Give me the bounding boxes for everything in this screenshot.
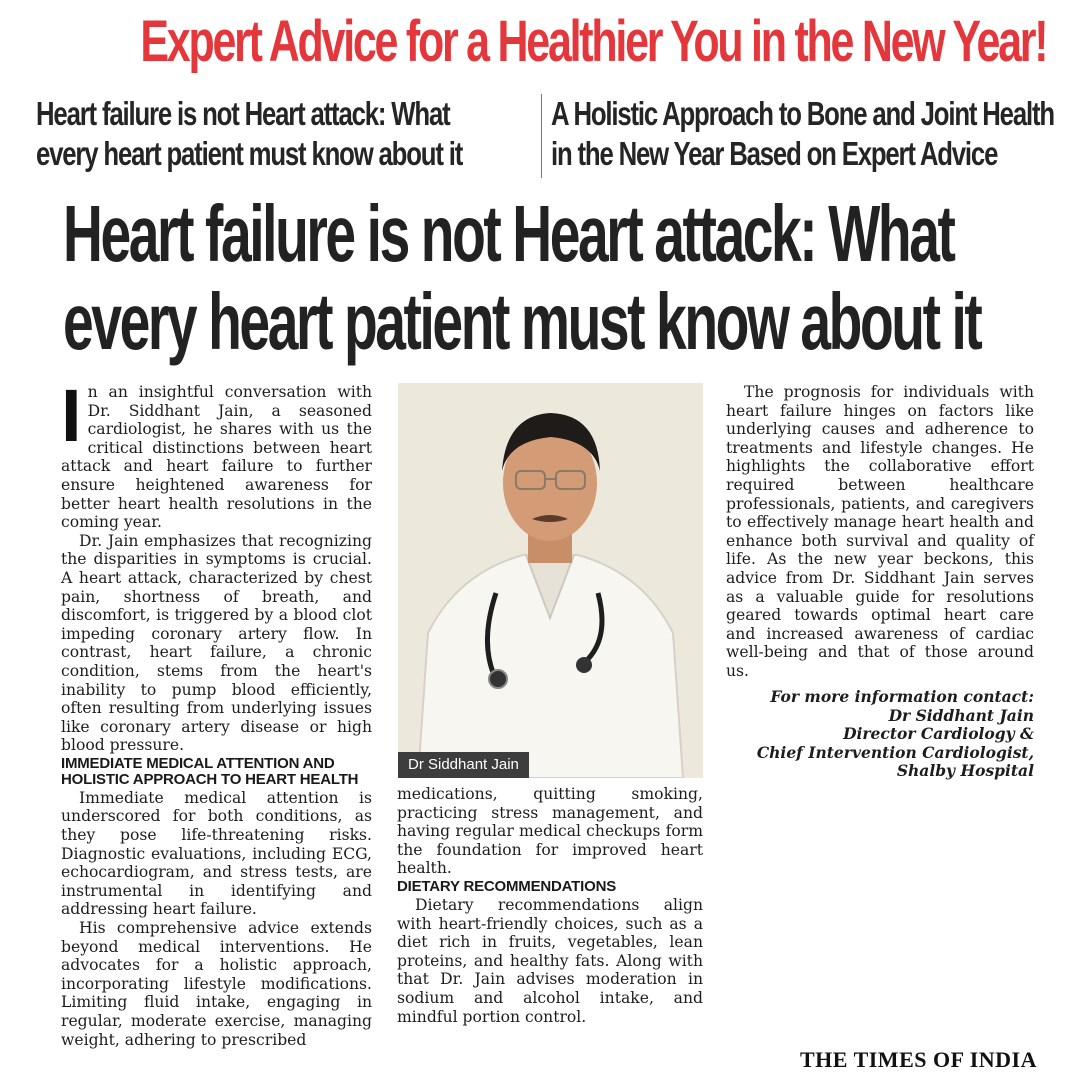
page-banner-title: Expert Advice for a Healthier You in the New Year!	[140, 9, 1047, 74]
teaser-divider	[541, 94, 542, 178]
contact-intro: For more information contact:	[770, 687, 1034, 706]
teaser-line: A Holistic Approach to Bone and Joint Health	[551, 95, 1054, 132]
headline-line: every heart patient must know about it	[63, 277, 981, 366]
teaser-bone-joint[interactable]	[551, 94, 1054, 174]
doctor-photo	[398, 383, 703, 778]
doctor-portrait-illustration	[398, 383, 703, 778]
article-paragraph: His comprehensive advice extends beyond medical interventions. He advocates for a holistic approach, incorporating lifestyle modifications. Limiting fluid intake, engaging in regular, moderate exercise, managing weight, adhering to prescribed	[61, 919, 372, 1049]
teaser-line: Heart failure is not Heart attack: What	[36, 95, 450, 132]
teaser-line: in the New Year Based on Expert Advice	[551, 135, 998, 172]
teaser-line: every heart patient must know about it	[36, 135, 463, 172]
article-column-middle	[397, 785, 703, 1026]
article-headline	[63, 190, 980, 366]
article-paragraph: Dietary recommendations align with heart-friendly choices, such as a diet rich in fruits, vegetables, lean proteins, and healthy fats. Along with that Dr. Jain advises moderation in sodium and alcohol intake, and mindful portion control.	[397, 895, 703, 1026]
contact-role: Director Cardiology &	[843, 724, 1034, 744]
article-paragraph: medications, quitting smoking, practicing stress management, and having regular medical checkups form the foundation for improved heart health.	[397, 785, 703, 878]
teaser-heart-failure[interactable]	[36, 94, 462, 174]
section-subhead: DIETARY RECOMMENDATIONS	[397, 877, 617, 895]
contact-hospital: Shalby Hospital	[896, 761, 1034, 781]
contact-role: Chief Intervention Cardiologist,	[756, 742, 1034, 762]
headline-line: Heart failure is not Heart attack: What	[63, 189, 954, 278]
article-paragraph: Dr. Jain emphasizes that recognizing the disparities in symptoms is crucial. A heart attack, characterized by chest pain, shortness of breath, and discomfort, is triggered by a blood clot impeding coronary artery flow. In contrast, heart failure, a chronic condition, stems from the heart's inability to pump blood efficiently, often resulting from underlying issues like coronary artery disease or high blood pressure.	[61, 531, 372, 755]
contact-block	[726, 688, 1034, 781]
photo-caption: Dr Siddhant Jain	[398, 752, 529, 778]
publication-name: THE TIMES OF INDIA	[800, 1047, 1037, 1072]
article-column-right	[726, 383, 1034, 681]
section-subhead: IMMEDIATE MEDICAL ATTENTION AND HOLISTIC APPROACH TO HEART HEALTH	[61, 754, 359, 788]
drop-cap: I	[61, 374, 82, 457]
article-column-left	[61, 374, 372, 1049]
article-paragraph: Immediate medical attention is underscored for both conditions, as they pose life-threatening risks. Diagnostic evaluations, including ECG, echocardiogram, and stress tests, are instrumental in identifying and addressing heart failure.	[61, 788, 372, 919]
article-paragraph: n an insightful conversation with Dr. Siddhant Jain, a seasoned cardiologist, he shares with us the critical distinctions between heart attack and heart failure to further ensure heightened awareness for better heart health resolutions in the coming year.	[61, 383, 372, 532]
contact-name: Dr Siddhant Jain	[888, 705, 1034, 725]
article-paragraph: The prognosis for individuals with heart failure hinges on factors like underlying causes and adherence to treatments and lifestyle changes. He highlights the collaborative effort required between healthcare professionals, patients, and caregivers to effectively manage heart health and enhance both survival and quality of life. As the new year beckons, this advice from Dr. Siddhant Jain serves as a valuable guide for resolutions geared towards optimal heart care and increased awareness of cardiac well-being and that of those around us.	[726, 383, 1034, 680]
